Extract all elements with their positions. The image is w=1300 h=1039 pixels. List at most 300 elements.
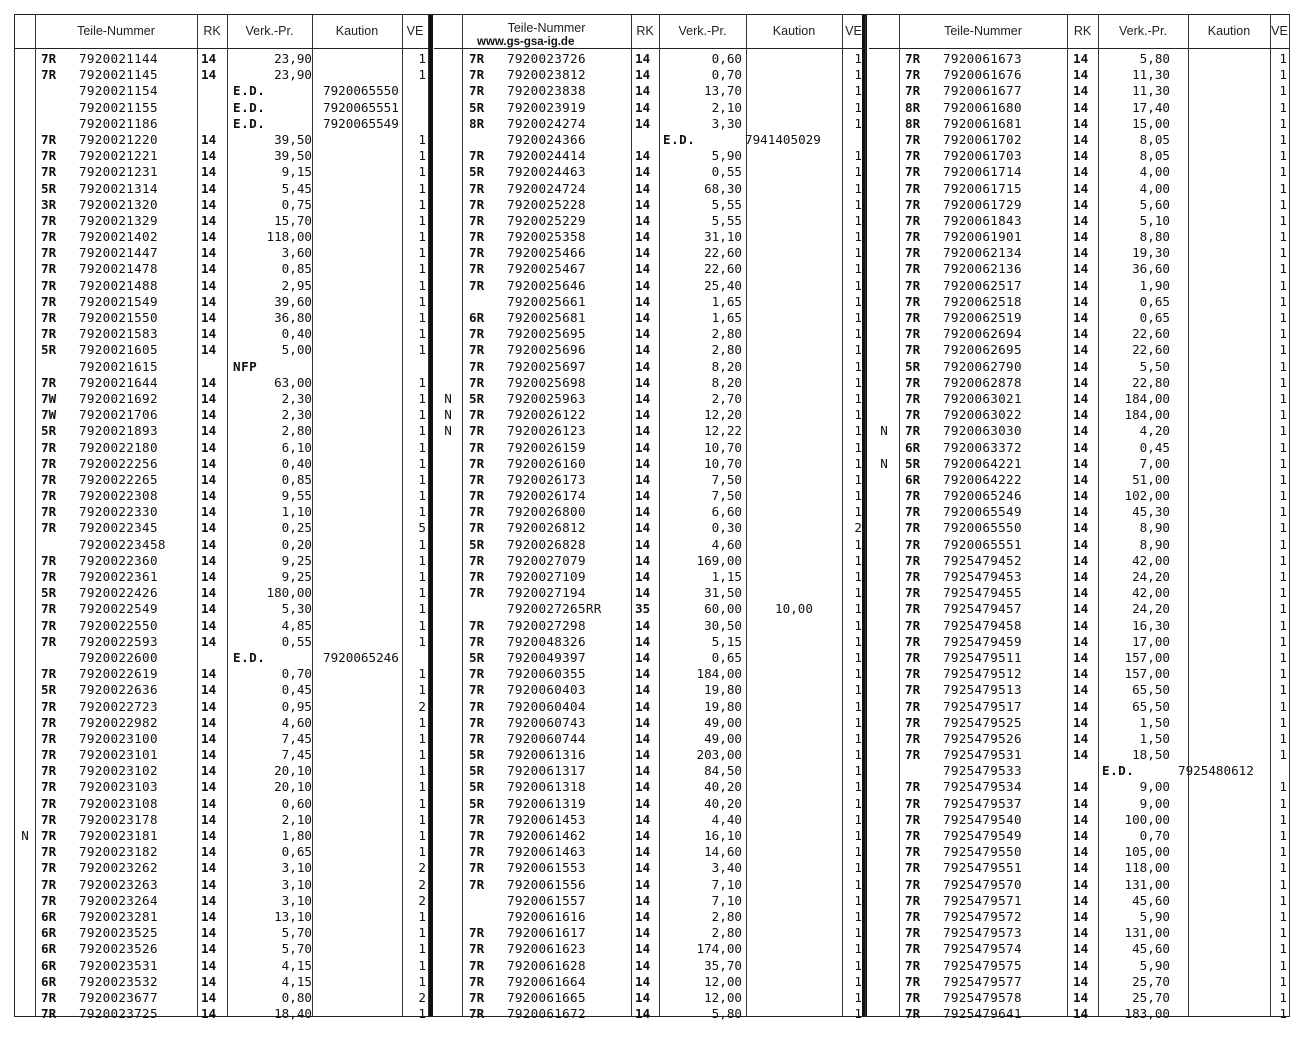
new-marker: N <box>21 828 29 843</box>
rk-code: 14 <box>635 488 651 504</box>
prefix-code: 7R <box>41 989 57 1005</box>
rk-code: 14 <box>635 261 651 277</box>
rk-code: 14 <box>635 407 651 423</box>
table-row <box>15 747 428 763</box>
ve-qty: 1 <box>1279 957 1287 973</box>
rk-code: 14 <box>201 310 217 325</box>
price: 2,80 <box>711 342 742 358</box>
prefix-code: 6R <box>469 310 485 325</box>
prefix-code: 7R <box>469 989 485 1005</box>
prefix-code: 7R <box>41 811 57 827</box>
part-number: 79200223458 <box>79 536 166 552</box>
table-row <box>869 666 1289 682</box>
price: 169,00 <box>696 552 742 568</box>
ve-qty: 1 <box>854 617 862 633</box>
rk-code: 14 <box>635 698 651 714</box>
part-number: 7920026800 <box>507 504 586 520</box>
header-rk: RK <box>636 24 654 38</box>
price: 17,00 <box>1132 633 1170 649</box>
rk-code: 14 <box>635 828 651 843</box>
table-row <box>434 941 865 957</box>
price: 5,60 <box>1139 196 1170 212</box>
ve-qty: 1 <box>1279 892 1287 908</box>
prefix-code: 7R <box>905 730 921 746</box>
table-row <box>869 763 1289 779</box>
part-number: 7920023103 <box>79 779 158 795</box>
table-row <box>869 585 1289 601</box>
ve-qty: 1 <box>1279 730 1287 746</box>
table-row <box>434 423 865 439</box>
prefix-code: 7R <box>905 261 921 277</box>
table-row <box>869 650 1289 666</box>
ve-qty: 1 <box>854 698 862 714</box>
prefix-code: 7R <box>469 585 485 601</box>
ve-qty: 1 <box>418 277 426 293</box>
rk-code: 14 <box>635 973 651 989</box>
part-number: 7920027109 <box>507 569 586 584</box>
table-row <box>434 618 865 634</box>
ve-qty: 1 <box>418 439 426 455</box>
prefix-code: 5R <box>469 649 485 665</box>
rk-code: 14 <box>201 617 217 633</box>
prefix-code: 7R <box>469 860 485 876</box>
prefix-code: 7R <box>469 941 485 957</box>
part-number: 7920061901 <box>943 229 1022 245</box>
price: 8,20 <box>711 374 742 390</box>
prefix-code: 7R <box>469 633 485 649</box>
part-number: 7920062790 <box>943 358 1022 374</box>
ve-qty: 1 <box>418 180 426 196</box>
ve-qty: 1 <box>854 229 862 245</box>
price: 4,15 <box>281 973 312 989</box>
rk-code: 14 <box>1073 698 1089 714</box>
table-row <box>15 763 428 779</box>
prefix-code: 7R <box>905 131 921 147</box>
rk-code: 14 <box>1073 407 1089 423</box>
ve-qty: 1 <box>854 763 862 779</box>
ve-qty: 1 <box>854 682 862 698</box>
prefix-code: 7R <box>41 455 57 471</box>
table-row <box>15 812 428 828</box>
prefix-code: 7R <box>469 730 485 746</box>
ve-qty: 1 <box>1279 439 1287 455</box>
part-number: 7920021549 <box>79 293 158 309</box>
ve-qty: 1 <box>418 828 426 843</box>
price: 84,50 <box>704 763 742 779</box>
replacement-number: 7920065551 <box>323 99 399 115</box>
table-row <box>434 715 865 731</box>
rk-code: 14 <box>201 957 217 973</box>
rk-code: 14 <box>201 1006 217 1022</box>
table-row <box>434 925 865 941</box>
price: 2,80 <box>711 925 742 941</box>
table-row <box>434 488 865 504</box>
rk-code: 14 <box>635 245 651 261</box>
ve-qty: 1 <box>854 795 862 811</box>
table-row <box>869 537 1289 553</box>
prefix-code: 7R <box>469 423 485 439</box>
table-row <box>869 1006 1289 1022</box>
prefix-code: 6R <box>41 957 57 973</box>
table-row <box>434 537 865 553</box>
part-number: 7920021615 <box>79 358 158 374</box>
rk-code: 14 <box>201 390 217 406</box>
ve-qty: 1 <box>418 455 426 471</box>
price: 16,30 <box>1132 617 1170 633</box>
table-row <box>869 941 1289 957</box>
prefix-code: 5R <box>469 763 485 779</box>
ve-qty: 1 <box>854 326 862 342</box>
price: 19,30 <box>1132 245 1170 261</box>
table-row <box>434 83 865 99</box>
prefix-code: 7R <box>469 552 485 568</box>
prefix-code: 6R <box>41 941 57 957</box>
rk-code: 14 <box>1073 99 1089 115</box>
part-number: 7920063372 <box>943 439 1022 455</box>
ve-qty: 1 <box>1279 423 1287 439</box>
price: 8,80 <box>1139 229 1170 245</box>
ve-qty: 2 <box>418 698 426 714</box>
prefix-code: 7R <box>469 957 485 973</box>
rk-code: 14 <box>1073 520 1089 536</box>
ve-qty: 1 <box>854 536 862 552</box>
ve-qty: 1 <box>1279 358 1287 374</box>
prefix-code: 5R <box>469 536 485 552</box>
part-number: 7920021314 <box>79 180 158 196</box>
part-number: 7920022636 <box>79 682 158 698</box>
price: 203,00 <box>696 747 742 763</box>
part-number: 7920021550 <box>79 310 158 325</box>
price: 45,60 <box>1132 892 1170 908</box>
rk-code: 14 <box>1073 423 1089 439</box>
table-row <box>869 164 1289 180</box>
header-ve: VE <box>845 24 862 38</box>
header-part-number: Teile-Nummer <box>77 24 155 38</box>
prefix-code: 7R <box>905 83 921 99</box>
table-row <box>15 213 428 229</box>
part-number: 7920061672 <box>507 1006 586 1022</box>
prefix-code: 7R <box>469 342 485 358</box>
part-number: 7925479531 <box>943 747 1022 763</box>
ve-qty: 1 <box>854 569 862 584</box>
rk-code: 14 <box>201 423 217 439</box>
rk-code: 14 <box>1073 714 1089 730</box>
rk-code: 14 <box>1073 844 1089 860</box>
ve-qty: 1 <box>1279 504 1287 520</box>
table-row <box>434 164 865 180</box>
price: 0,45 <box>281 682 312 698</box>
prefix-code: 7W <box>41 390 57 406</box>
prefix-code: 7R <box>41 714 57 730</box>
ve-qty: 1 <box>854 148 862 164</box>
part-number: 7920063021 <box>943 390 1022 406</box>
prefix-code: 7R <box>469 471 485 487</box>
prefix-code: 7R <box>41 471 57 487</box>
table-row <box>869 909 1289 925</box>
rk-code: 14 <box>1073 455 1089 471</box>
rk-code: 14 <box>201 779 217 795</box>
part-number: 7925479641 <box>943 1006 1022 1022</box>
prefix-code: 7R <box>469 1006 485 1022</box>
part-number: 7925479575 <box>943 957 1022 973</box>
rk-code: 14 <box>1073 293 1089 309</box>
rk-code: 14 <box>1073 326 1089 342</box>
part-number: 7920060744 <box>507 730 586 746</box>
prefix-code: 7R <box>905 488 921 504</box>
table-row <box>869 51 1289 67</box>
header-deposit: Kaution <box>1207 24 1251 38</box>
table-row <box>434 67 865 83</box>
rk-code: 14 <box>1073 390 1089 406</box>
ve-qty: 1 <box>1279 261 1287 277</box>
price: 9,25 <box>281 552 312 568</box>
table-row <box>15 925 428 941</box>
part-number: 7920021145 <box>79 67 158 83</box>
table-row <box>15 472 428 488</box>
prefix-code: 7R <box>905 180 921 196</box>
prefix-code: 7R <box>41 326 57 342</box>
prefix-code: 5R <box>469 99 485 115</box>
prefix-code: 7R <box>905 196 921 212</box>
rk-code: 14 <box>201 520 217 536</box>
price: 22,60 <box>704 261 742 277</box>
table-row <box>869 407 1289 423</box>
price: 3,10 <box>281 860 312 876</box>
prefix-code: 7R <box>41 569 57 584</box>
part-number: 7920023262 <box>79 860 158 876</box>
header-ve: VE <box>406 24 424 38</box>
part-number: 7920061680 <box>943 99 1022 115</box>
rk-code: 14 <box>1073 876 1089 892</box>
part-number: 7920025467 <box>507 261 586 277</box>
part-number: 7920023919 <box>507 99 586 115</box>
prefix-code: 7R <box>905 374 921 390</box>
rk-code: 14 <box>635 585 651 601</box>
rk-code: 14 <box>635 115 651 131</box>
part-number: 7920061681 <box>943 115 1022 131</box>
table-row <box>15 407 428 423</box>
prefix-code: 5R <box>41 682 57 698</box>
ve-qty: 1 <box>1279 471 1287 487</box>
ve-qty: 1 <box>1279 245 1287 261</box>
price: 45,60 <box>1132 941 1170 957</box>
part-number: 7920061616 <box>507 908 586 924</box>
table-row <box>15 553 428 569</box>
table-row <box>434 585 865 601</box>
prefix-code: 7R <box>41 67 57 83</box>
part-number: 7920027079 <box>507 552 586 568</box>
table-row <box>434 407 865 423</box>
table-row <box>434 261 865 277</box>
price: 0,45 <box>1139 439 1170 455</box>
rk-code: 14 <box>1073 633 1089 649</box>
price: 0,65 <box>1139 293 1170 309</box>
prefix-code: 7R <box>469 811 485 827</box>
price: 14,60 <box>704 844 742 860</box>
part-number: 7920061665 <box>507 989 586 1005</box>
part-number: 7920061843 <box>943 212 1022 228</box>
part-number: 7925479525 <box>943 714 1022 730</box>
part-number: 7920024724 <box>507 180 586 196</box>
table-row <box>434 326 865 342</box>
table-row <box>434 747 865 763</box>
price: 3,60 <box>281 245 312 261</box>
price: 9,00 <box>1139 779 1170 795</box>
rk-code: 14 <box>201 488 217 504</box>
part-number: 7920062136 <box>943 261 1022 277</box>
ve-qty: 1 <box>418 212 426 228</box>
part-number: 7920022256 <box>79 455 158 471</box>
part-number: 7920026812 <box>507 520 586 536</box>
rk-code: 14 <box>635 83 651 99</box>
prefix-code: 5R <box>41 423 57 439</box>
price: 19,80 <box>704 698 742 714</box>
table-row <box>869 197 1289 213</box>
price: 4,85 <box>281 617 312 633</box>
price: 11,30 <box>1132 67 1170 83</box>
part-number: 7925479458 <box>943 617 1022 633</box>
part-number: 7920026122 <box>507 407 586 423</box>
prefix-code: 7R <box>905 326 921 342</box>
price: 5,15 <box>711 633 742 649</box>
ve-qty: 1 <box>854 310 862 325</box>
rk-code: 14 <box>635 212 651 228</box>
part-number: 7920061714 <box>943 164 1022 180</box>
table-row <box>869 682 1289 698</box>
rk-code: 14 <box>1073 730 1089 746</box>
price: 6,10 <box>281 439 312 455</box>
prefix-code: 5R <box>41 585 57 601</box>
part-number: 7920061664 <box>507 973 586 989</box>
part-number: 7920065551 <box>943 536 1022 552</box>
price: 25,70 <box>1132 973 1170 989</box>
header-ve: VE <box>1271 24 1288 38</box>
ve-qty: 1 <box>854 876 862 892</box>
prefix-code: 7R <box>905 1006 921 1022</box>
part-number: 7920023725 <box>79 1006 158 1022</box>
part-number: 7920061462 <box>507 828 586 843</box>
price: 2,30 <box>281 407 312 423</box>
prefix-code: 7R <box>905 925 921 941</box>
rk-code: 14 <box>201 131 217 147</box>
rk-code: 14 <box>201 925 217 941</box>
prefix-code: 7R <box>41 51 57 66</box>
part-number: 7920061463 <box>507 844 586 860</box>
ve-qty: 1 <box>1279 180 1287 196</box>
rk-code: 14 <box>1073 310 1089 325</box>
rk-code: 14 <box>635 455 651 471</box>
part-number: 7925479513 <box>943 682 1022 698</box>
rk-code: 14 <box>201 828 217 843</box>
part-number: 7920021221 <box>79 148 158 164</box>
price: 7,50 <box>711 471 742 487</box>
prefix-code: 7R <box>905 649 921 665</box>
part-number: 7920061317 <box>507 763 586 779</box>
ve-qty: 1 <box>1279 747 1287 763</box>
prefix-code: 7R <box>905 633 921 649</box>
part-number: 7920022593 <box>79 633 158 649</box>
table-row <box>869 83 1289 99</box>
table-row <box>869 520 1289 536</box>
ve-qty: 1 <box>1279 828 1287 843</box>
column-rule <box>865 15 866 1016</box>
prefix-code: 7R <box>905 67 921 83</box>
rk-code: 14 <box>201 682 217 698</box>
ve-qty: 1 <box>418 844 426 860</box>
part-number: 7920061453 <box>507 811 586 827</box>
ve-qty: 1 <box>1279 536 1287 552</box>
table-row <box>869 618 1289 634</box>
price: 4,20 <box>1139 423 1170 439</box>
ve-qty: 1 <box>418 504 426 520</box>
replacement-number: 7920065549 <box>323 115 399 131</box>
price: 40,20 <box>704 779 742 795</box>
rk-code: 14 <box>201 941 217 957</box>
table-row <box>434 132 865 148</box>
rk-code: 14 <box>1073 342 1089 358</box>
ve-qty: 1 <box>1279 908 1287 924</box>
prefix-code: 7R <box>41 504 57 520</box>
prefix-code: 7R <box>905 795 921 811</box>
rk-code: 14 <box>201 601 217 617</box>
prefix-code: 7R <box>41 261 57 277</box>
prefix-code: 7R <box>41 439 57 455</box>
part-number: 7920026173 <box>507 471 586 487</box>
part-number: 7920025963 <box>507 390 586 406</box>
prefix-code: 7R <box>469 326 485 342</box>
rk-code: 14 <box>635 779 651 795</box>
price: 49,00 <box>704 730 742 746</box>
part-number: 7925479572 <box>943 908 1022 924</box>
price: 2,80 <box>281 423 312 439</box>
ve-qty: 1 <box>1279 342 1287 358</box>
header-rk: RK <box>203 24 221 38</box>
table-row <box>15 1006 428 1022</box>
ve-qty: 1 <box>418 131 426 147</box>
table-row <box>15 261 428 277</box>
prefix-code: 7R <box>905 601 921 617</box>
ve-qty: 1 <box>418 552 426 568</box>
part-number: 7925479533 <box>943 763 1022 779</box>
ve-qty: 1 <box>1279 1006 1287 1022</box>
prefix-code: 7R <box>41 844 57 860</box>
price: 30,50 <box>704 617 742 633</box>
ve-qty: 1 <box>1279 67 1287 83</box>
ve-qty: 1 <box>1279 310 1287 325</box>
table-row <box>15 197 428 213</box>
part-number: 7920022426 <box>79 585 158 601</box>
ve-qty: 1 <box>854 455 862 471</box>
part-number: 7925479540 <box>943 811 1022 827</box>
ve-qty: 1 <box>854 115 862 131</box>
part-number: 7920023178 <box>79 811 158 827</box>
table-row <box>434 796 865 812</box>
table-header <box>15 15 428 49</box>
price: 4,00 <box>1139 164 1170 180</box>
part-number: 7920021329 <box>79 212 158 228</box>
prefix-code: 7R <box>41 617 57 633</box>
part-number: 7920021583 <box>79 326 158 342</box>
prefix-code: 7R <box>905 148 921 164</box>
rk-code: 14 <box>1073 617 1089 633</box>
part-number: 7920021144 <box>79 51 158 66</box>
part-number: 7920061316 <box>507 747 586 763</box>
rk-code: 14 <box>635 67 651 83</box>
part-number: 7920026174 <box>507 488 586 504</box>
part-number: 7925479457 <box>943 601 1022 617</box>
price: 0,80 <box>281 989 312 1005</box>
price: 23,90 <box>274 67 312 83</box>
